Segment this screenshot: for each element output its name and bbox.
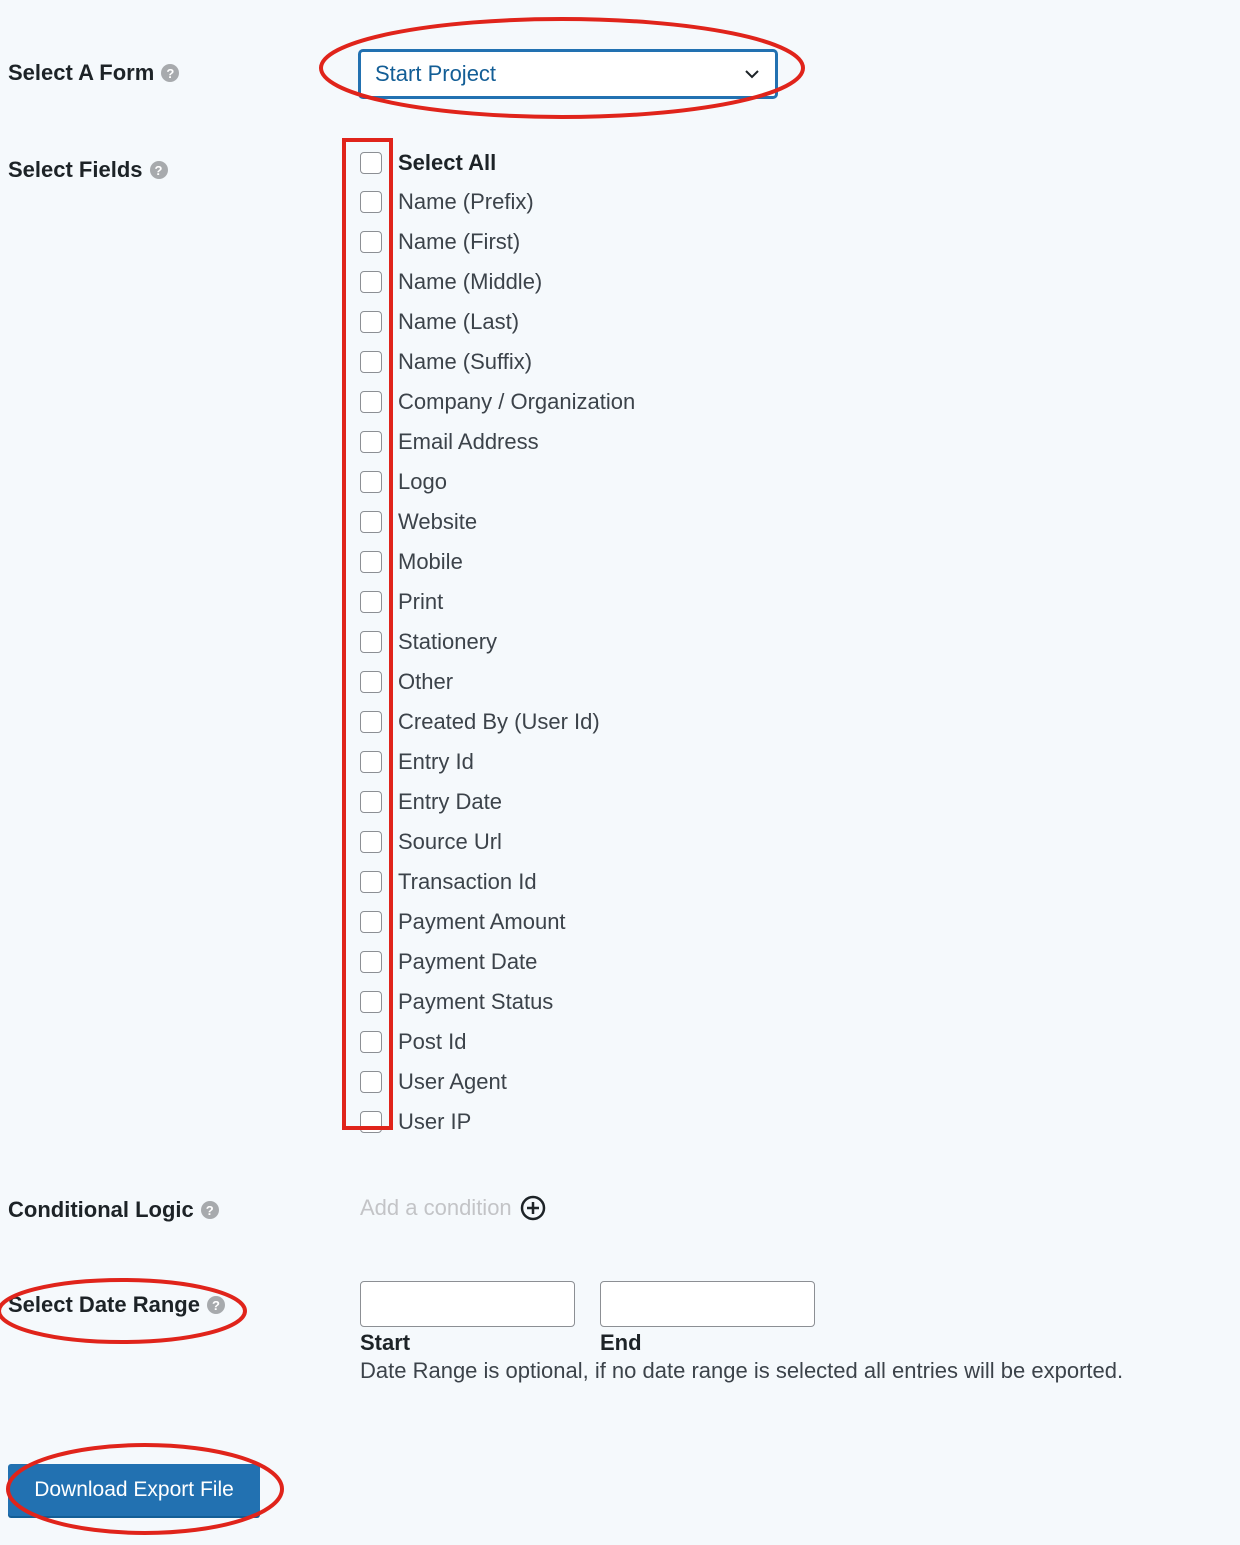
conditional-logic-label — [8, 1197, 219, 1223]
field-row[interactable] — [360, 902, 635, 942]
field-label: Created By (User Id) — [398, 709, 600, 734]
select-all-row[interactable] — [360, 144, 635, 182]
field-checkbox[interactable] — [360, 911, 382, 933]
field-checkbox[interactable] — [360, 1111, 382, 1133]
add-condition-text: Add a condition — [360, 1195, 512, 1220]
field-checkbox[interactable] — [360, 191, 382, 213]
field-label: Company / Organization — [398, 389, 636, 414]
field-checkbox[interactable] — [360, 391, 382, 413]
field-label: Name (Prefix) — [398, 189, 534, 214]
field-checkbox[interactable] — [360, 591, 382, 613]
field-checkbox[interactable] — [360, 791, 382, 813]
field-label: Email Address — [398, 429, 539, 454]
select-all-checkbox[interactable] — [360, 152, 382, 174]
form-select-value: Start Project — [375, 61, 497, 86]
field-row[interactable] — [360, 662, 635, 702]
field-row[interactable] — [360, 462, 635, 502]
field-checkbox[interactable] — [360, 711, 382, 733]
field-label: Print — [398, 589, 444, 614]
fields-checklist — [360, 144, 635, 1142]
select-all-label: Select All — [398, 150, 497, 175]
field-label: Payment Status — [398, 989, 554, 1014]
field-row[interactable] — [360, 942, 635, 982]
field-row[interactable] — [360, 822, 635, 862]
end-date-input[interactable] — [600, 1281, 815, 1327]
field-checkbox[interactable] — [360, 231, 382, 253]
field-label: Entry Date — [398, 789, 502, 814]
field-label: Name (Suffix) — [398, 349, 533, 374]
date-range-label-text: Select Date Range — [8, 1292, 200, 1317]
question-mark-icon[interactable]: ? — [207, 1296, 225, 1314]
field-label: Post Id — [398, 1029, 467, 1054]
field-row[interactable] — [360, 982, 635, 1022]
plus-circle-icon[interactable] — [520, 1195, 546, 1221]
field-checkbox[interactable] — [360, 551, 382, 573]
field-label: Mobile — [398, 549, 463, 574]
field-label: Source Url — [398, 829, 502, 854]
field-checkbox[interactable] — [360, 1031, 382, 1053]
field-label: Website — [398, 509, 478, 534]
field-checkbox[interactable] — [360, 431, 382, 453]
field-row[interactable] — [360, 222, 635, 262]
field-row[interactable] — [360, 342, 635, 382]
question-mark-icon[interactable]: ? — [150, 161, 168, 179]
field-row[interactable] — [360, 262, 635, 302]
field-checkbox[interactable] — [360, 631, 382, 653]
end-date-caption: End — [600, 1330, 642, 1355]
start-date-caption: Start — [360, 1330, 411, 1355]
field-label: Logo — [398, 469, 447, 494]
field-label: Stationery — [398, 629, 498, 654]
select-fields-label — [8, 157, 168, 183]
field-label: Entry Id — [398, 749, 474, 774]
field-row[interactable] — [360, 382, 635, 422]
field-row[interactable] — [360, 862, 635, 902]
field-row[interactable] — [360, 782, 635, 822]
chevron-down-icon — [743, 65, 761, 83]
field-checkbox[interactable] — [360, 951, 382, 973]
field-label: User Agent — [398, 1069, 507, 1094]
add-condition[interactable] — [360, 1195, 546, 1221]
date-range-label — [8, 1292, 225, 1318]
field-checkbox[interactable] — [360, 871, 382, 893]
field-label: Name (Middle) — [398, 269, 543, 294]
form-select[interactable] — [359, 50, 777, 98]
start-date-input[interactable] — [360, 1281, 575, 1327]
download-export-button[interactable]: Download Export File — [8, 1464, 260, 1516]
field-checkbox[interactable] — [360, 351, 382, 373]
select-form-label — [8, 60, 179, 86]
field-row[interactable] — [360, 1102, 635, 1142]
field-checkbox[interactable] — [360, 511, 382, 533]
field-checkbox[interactable] — [360, 831, 382, 853]
field-row[interactable] — [360, 302, 635, 342]
field-label: User IP — [398, 1109, 472, 1134]
conditional-logic-label-text: Conditional Logic — [8, 1197, 194, 1222]
field-row[interactable] — [360, 422, 635, 462]
field-checkbox[interactable] — [360, 311, 382, 333]
select-fields-label-text: Select Fields — [8, 157, 143, 182]
field-label: Payment Date — [398, 949, 538, 974]
field-row[interactable] — [360, 702, 635, 742]
question-mark-icon[interactable]: ? — [161, 64, 179, 82]
field-checkbox[interactable] — [360, 1071, 382, 1093]
question-mark-icon[interactable]: ? — [201, 1201, 219, 1219]
field-label: Name (First) — [398, 229, 521, 254]
field-label: Payment Amount — [398, 909, 566, 934]
field-checkbox[interactable] — [360, 671, 382, 693]
field-checkbox[interactable] — [360, 991, 382, 1013]
field-row[interactable] — [360, 742, 635, 782]
field-row[interactable] — [360, 582, 635, 622]
date-range-note: Date Range is optional, if no date range is selected all entries will be exported. — [360, 1358, 1124, 1383]
field-checkbox[interactable] — [360, 271, 382, 293]
field-row[interactable] — [360, 1022, 635, 1062]
field-row[interactable] — [360, 542, 635, 582]
field-checkbox[interactable] — [360, 471, 382, 493]
field-label: Name (Last) — [398, 309, 520, 334]
select-form-label-text: Select A Form — [8, 60, 155, 85]
field-list — [360, 182, 635, 1142]
field-checkbox[interactable] — [360, 751, 382, 773]
field-row[interactable] — [360, 502, 635, 542]
field-row[interactable] — [360, 1062, 635, 1102]
field-label: Other — [398, 669, 454, 694]
field-row[interactable] — [360, 622, 635, 662]
field-label: Transaction Id — [398, 869, 537, 894]
field-row[interactable] — [360, 182, 635, 222]
